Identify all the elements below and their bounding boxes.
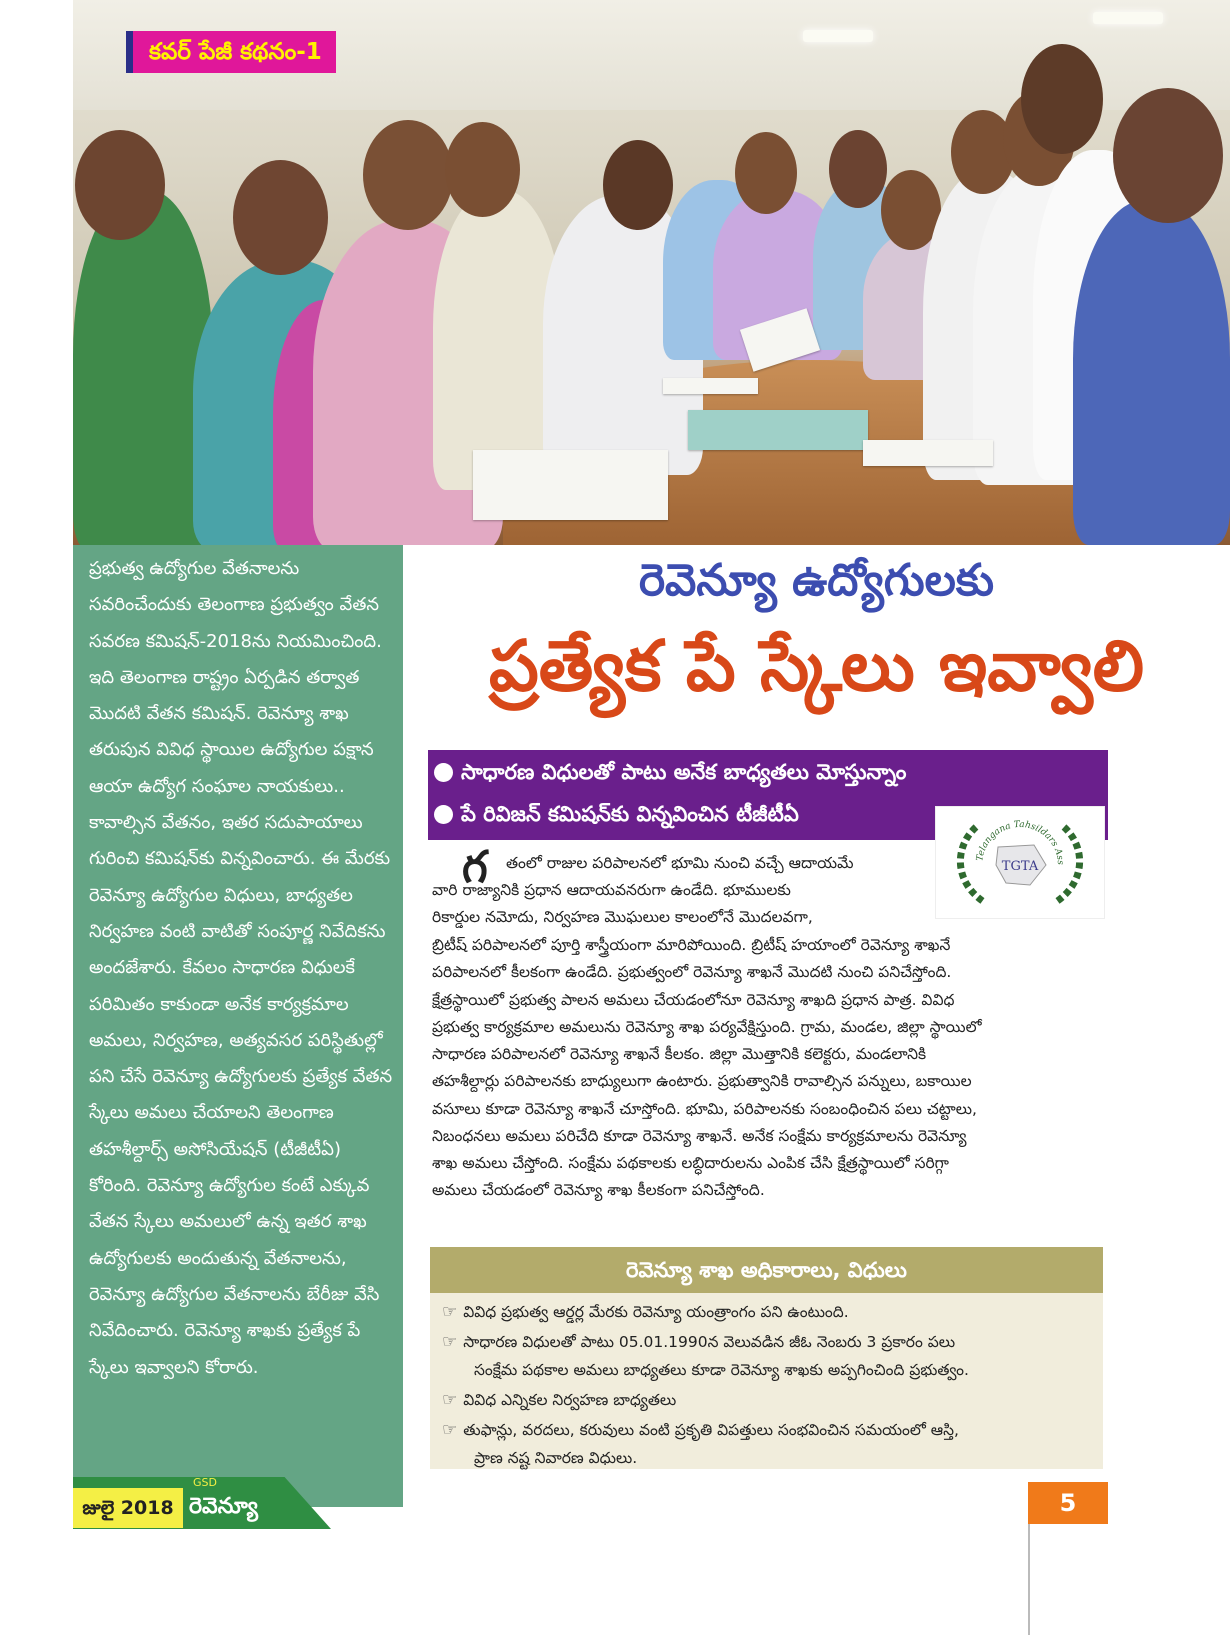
issue-date: జులై 2018 <box>73 1488 183 1528</box>
laurel-wreath-icon <box>936 807 1104 918</box>
duties-item-continuation: ప్రాణ నష్ట నివారణ విధులు. <box>474 1449 638 1467</box>
person <box>73 190 213 545</box>
page-number: 5 <box>1028 1482 1108 1524</box>
article-line: క్షేత్రస్థాయిలో ప్రభుత్వ పాలన అమలు చేయడంలోనూ రెవెన్యూ శాఖది ప్రధాన పాత్ర. వివిధ <box>432 991 955 1009</box>
article-line: బ్రిటీష్ పరిపాలనలో పూర్తి శాస్త్రీయంగా మారిపోయింది. బ్రిటీష్ హయాంలో రెవెన్యూ శాఖనే <box>432 936 951 954</box>
person-head <box>603 140 673 230</box>
duties-item-text: వివిధ ప్రభుత్వ ఆర్డర్ల మేరకు రెవెన్యూ యంత్రాంగం పని ఉంటుంది. <box>463 1303 849 1321</box>
footer-divider <box>1028 1524 1030 1635</box>
bullet-dot-icon <box>434 805 453 824</box>
duties-item <box>442 1327 955 1357</box>
document-paper <box>863 440 993 466</box>
file-folder <box>688 410 868 450</box>
article-line: వారి రాజ్యానికి ప్రధాన ఆదాయవనరుగా ఉండేది. భూములకు <box>432 881 791 899</box>
cover-photo <box>73 0 1230 545</box>
banner-text: పే రివిజన్ కమిషన్‌కు విన్నవించిన టీజీటీఏ <box>461 802 799 826</box>
left-column <box>73 545 403 1507</box>
pointing-hand-icon: ☞ <box>442 1332 458 1352</box>
file-stack <box>473 450 668 520</box>
article-line: వసూలు కూడా రెవెన్యూ శాఖనే చూస్తోంది. భూమి, పరిపాలనకు సంబంధించిన పలు చట్టాలు, <box>432 1100 977 1118</box>
person <box>1073 200 1230 545</box>
article-line: తహశీల్దార్లు పరిపాలనకు బాధ్యులుగా ఉంటారు. ప్రభుత్వానికి రావాల్సిన పన్నులు, బకాయిల <box>432 1072 972 1090</box>
document-paper <box>663 378 758 394</box>
person-head <box>1113 88 1223 223</box>
duties-item <box>442 1297 849 1327</box>
headline-line2: ప్రత్యేక పే స్కేలు ఇవ్వాలి <box>488 625 1145 707</box>
banner-bullet <box>434 802 799 832</box>
duties-item <box>442 1385 676 1415</box>
duties-box <box>430 1247 1103 1469</box>
person-head <box>829 130 887 208</box>
pointing-hand-icon: ☞ <box>442 1390 458 1410</box>
duties-item-text: సాధారణ విధులతో పాటు 05.01.1990న వెలువడిన జీఓ నెంబరు 3 ప్రకారం పలు <box>463 1333 956 1351</box>
person-head <box>735 132 797 214</box>
duties-item-continuation: సంక్షేమ పథకాల అమలు బాధ్యతలు కూడా రెవెన్యూ శాఖకు అప్పగించింది ప్రభుత్వం. <box>474 1361 969 1379</box>
article-line: సాధారణ పరిపాలనలో రెవెన్యూ శాఖనే కీలకం. జిల్లా మొత్తానికి కలెక్టరు, మండలానికి <box>432 1045 927 1063</box>
article-line: ప్రభుత్వ కార్యక్రమాల అమలును రెవెన్యూ శాఖ పర్యవేక్షిస్తుంది. గ్రామ, మండల, జిల్లా స్థాయిలో <box>432 1018 982 1036</box>
ceiling-lamp <box>1093 12 1163 24</box>
pointing-hand-icon: ☞ <box>442 1302 458 1322</box>
article-first-line: తంలో రాజుల పరిపాలనలో భూమి నుంచి వచ్చే ఆదాయమే <box>506 854 854 872</box>
person-head <box>445 122 520 217</box>
drop-cap: గ <box>462 842 488 893</box>
article-line: నిబంధనలు అమలు పరిచేది కూడా రెవెన్యూ శాఖనే. అనేక సంక్షేమ కార్యక్రమాలను రెవెన్యూ <box>432 1127 967 1145</box>
person-head <box>363 120 453 230</box>
logo-ring-text: Telangana Tahsildars Ass <box>975 819 1066 866</box>
banner-text: సాధారణ విధులతో పాటు అనేక బాధ్యతలు మోస్తున్నాం <box>461 760 907 784</box>
magazine-name: రెవెన్యూ <box>189 1494 258 1519</box>
article-line: అమలు చేయడంలో రెవెన్యూ శాఖ కీలకంగా పనిచేస్తోంది. <box>432 1181 765 1199</box>
headline-line1: రెవెన్యూ ఉద్యోగులకు <box>638 555 995 606</box>
article-line: రికార్డుల నమోదు, నిర్వహణ మొఘలుల కాలంలోనే మొదలవగా, <box>432 908 813 926</box>
duties-box-title: రెవెన్యూ శాఖ అధికారాలు, విధులు <box>430 1247 1103 1293</box>
left-column-text: ప్రభుత్వ ఉద్యోగుల వేతనాలను సవరించేందుకు తెలంగాణ ప్రభుత్వం వేతన సవరణ కమిషన్-2018ను నియమించింది. ఇది తెలంగాణ రాష్ట్రం ఏర్పడిన తర్వాత మొదటి వేతన కమిషన్. రెవెన్యూ శాఖ తరుపున వివిధ స్థాయిల ఉద్యోగుల పక్షాన ఆయా ఉద్యోగ సంఘాల నాయకులు.. కావాల్సిన వేతనం, ఇతర సదుపాయాలు గురించి కమిషన్‌కు విన్నవించారు. ఈ మేరకు రెవెన్యూ ఉద్యోగుల విధులు, బాధ్యతల నిర్వహణ వంటి వాటితో సంపూర్ణ నివేదికను అందజేశారు. కేవలం సాధారణ విధులకే పరిమితం కాకుండా అనేక కార్యక్రమాల అమలు, నిర్వహణ, అత్యవసర పరిస్థితుల్లో పని చేసే రెవెన్యూ ఉద్యోగులకు ప్రత్యేక వేతన స్కేలు అమలు చేయాలని తెలంగాణ తహశీల్దార్స్ అసోసియేషన్ (టీజీటీఏ) కోరింది. రెవెన్యూ ఉద్యోగుల కంటే ఎక్కువ వేతన స్కేలు అమలులో ఉన్న ఇతర శాఖ ఉద్యోగులకు అందుతున్న వేతనాలను, రెవెన్యూ ఉద్యోగుల వేతనాలను బేరీజు వేసి నివేదించారు. రెవెన్యూ శాఖకు ప్రత్యేక పే స్కేలు ఇవ్వాలని కోరారు. <box>89 558 393 1378</box>
cover-story-tag: కవర్ పేజీ కథనం-1 <box>126 31 336 73</box>
pointing-hand-icon: ☞ <box>442 1420 458 1440</box>
magazine-emblem: GSD <box>193 1476 217 1489</box>
person-head <box>233 160 328 275</box>
banner-bullet <box>434 760 906 790</box>
logo-monogram: TGTA <box>1001 859 1039 874</box>
tgta-logo <box>935 806 1105 919</box>
duties-item-text: తుఫాన్లు, వరదలు, కరువులు వంటి ప్రకృతి విపత్తులు సంభవించిన సమయంలో ఆస్తి, <box>463 1421 959 1439</box>
bullet-dot-icon <box>434 763 453 782</box>
ceiling-lamp <box>803 30 873 42</box>
article-line: పరిపాలనలో కీలకంగా ఉండేది. ప్రభుత్వంలో రెవెన్యూ శాఖనే మొదటి నుంచి పనిచేస్తోంది. <box>432 963 952 981</box>
article-line: శాఖ అమలు చేస్తోంది. సంక్షేమ పథకాలకు లబ్ధిదారులను ఎంపిక చేసి క్షేత్రస్థాయిలో సరిగ్గా <box>432 1154 949 1172</box>
duties-item <box>442 1415 959 1445</box>
duties-item-text: వివిధ ఎన్నికల నిర్వహణ బాధ్యతలు <box>463 1391 677 1409</box>
person-head <box>75 130 165 240</box>
person-head <box>1021 44 1103 154</box>
